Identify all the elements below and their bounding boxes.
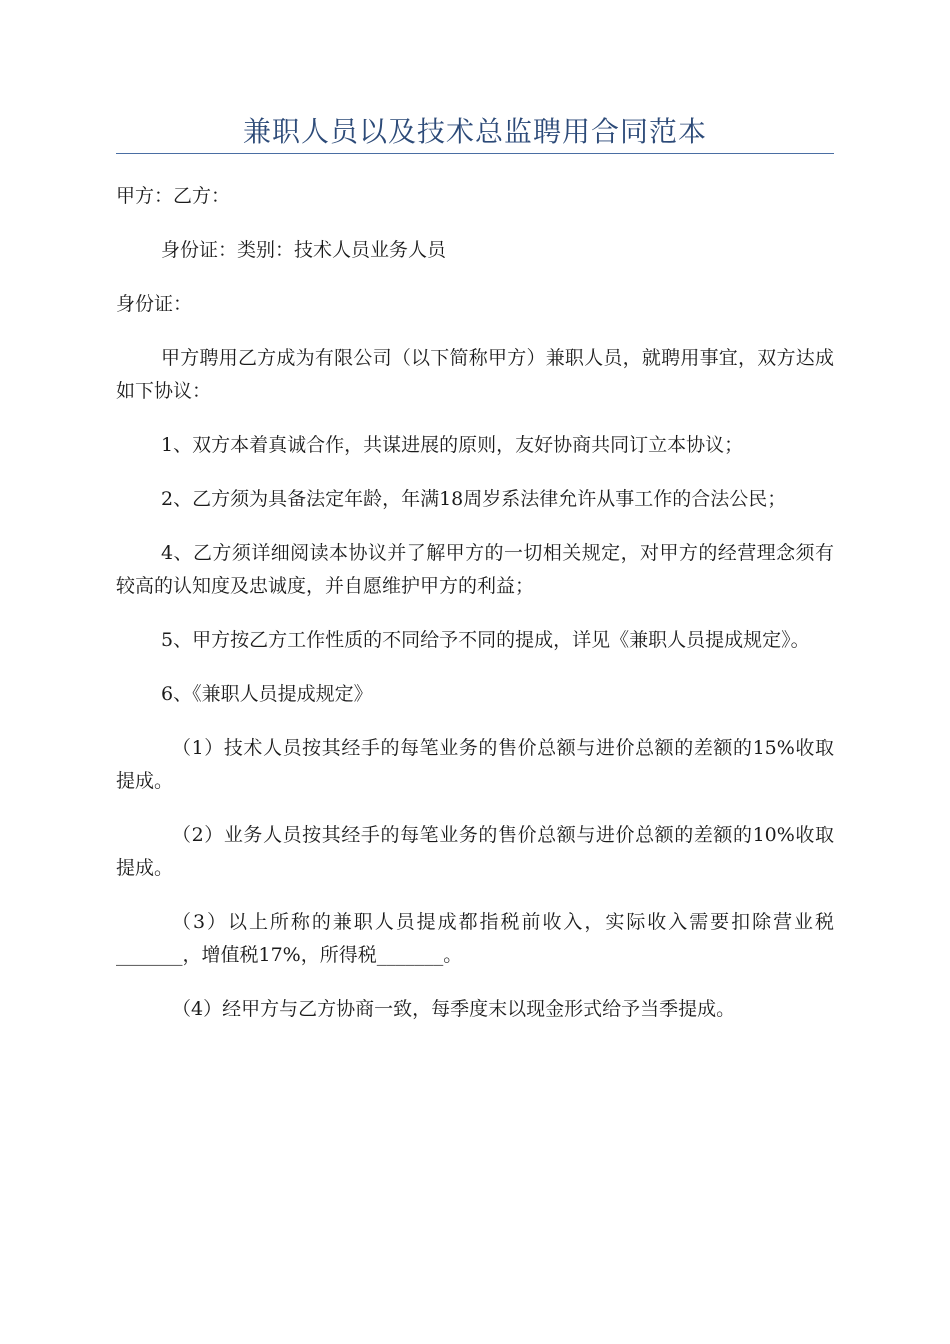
id-category-line: 身份证：类别：技术人员业务人员 [161,239,447,261]
title-underline [116,153,834,154]
sub-clause-3: （3）以上所称的兼职人员提成都指税前收入，实际收入需要扣除营业税_______，增值税17%，所得税_______。 [116,911,834,966]
preamble-paragraph: 甲方聘用乙方成为有限公司（以下简称甲方）兼职人员，就聘用事宜，双方达成如下协议： [116,347,834,402]
clause-5: 5、甲方按乙方工作性质的不同给予不同的提成，详见《兼职人员提成规定》。 [161,629,810,651]
sub-clause-2: （2）业务人员按其经手的每笔业务的售价总额与进价总额的差额的10%收取提成。 [116,824,834,879]
clause-6: 6、《兼职人员提成规定》 [161,683,373,705]
sub-clause-1: （1）技术人员按其经手的每笔业务的售价总额与进价总额的差额的15%收取提成。 [116,737,834,792]
clause-2: 2、乙方须为具备法定年龄，年满18周岁系法律允许从事工作的合法公民； [161,488,787,510]
party-line: 甲方：乙方： [116,185,231,207]
document-title: 兼职人员以及技术总监聘用合同范本 [242,115,707,148]
sub-clause-4: （4）经甲方与乙方协商一致，每季度末以现金形式给予当季提成。 [172,998,736,1020]
clause-4: 4、乙方须详细阅读本协议并了解甲方的一切相关规定，对甲方的经营理念须有较高的认知度及忠诚度，并自愿维护甲方的利益； [116,542,834,597]
id-line: 身份证： [116,293,193,315]
clause-1: 1、双方本着真诚合作，共谋进展的原则，友好协商共同订立本协议； [161,434,744,456]
document-body [116,180,834,1047]
